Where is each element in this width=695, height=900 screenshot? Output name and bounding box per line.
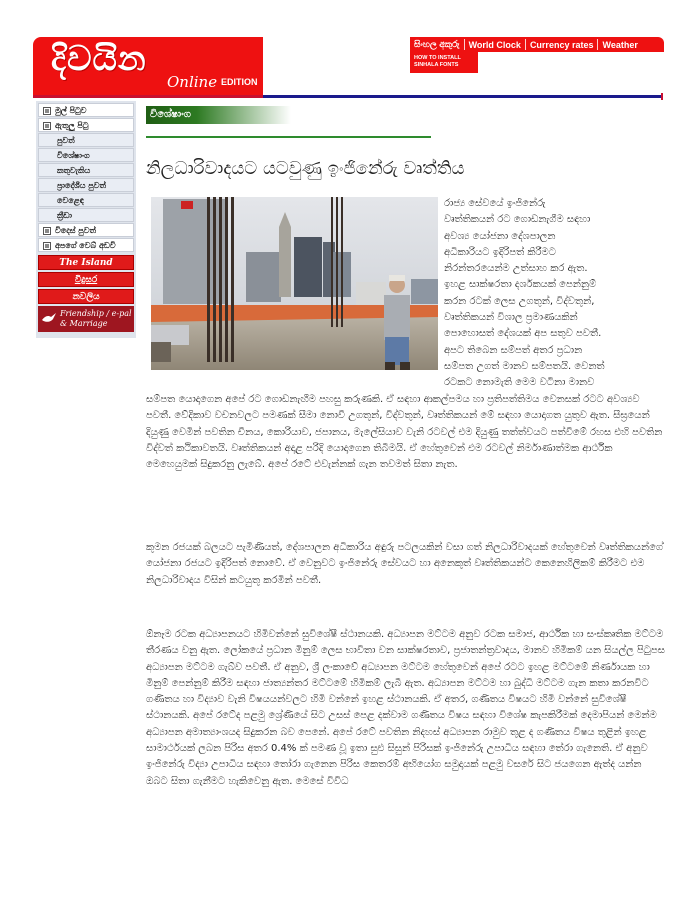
sidebar-item-inner-pages[interactable]: [38, 118, 134, 132]
article-paragraph-2: කුමන රජයක් බලයට පැමිණියත්, දේශපාලන අධිකාරිය අඳුරු පටලයකින් වසා ගත් නිලධාරිවාදයක් හේතුවෙන් වෘත්තිකයන්ගේ යෝජනා රජයට ඉදිරිපත් නොවේ. ඒ වෙනුවට ඉංජිනේරු සේවයට හා අනෙකුත් වෘත්තිකයන්ට කෙනෙහිලිකම් කිරීමට එම නිලධාරිවාදය විසින් කටයුතු කරමින් පවතී.: [146, 542, 664, 586]
intro-line: නිරන්තරයෙන්ම උත්සාහ කර ඇත.: [444, 263, 588, 275]
dove-icon: [41, 312, 57, 324]
intro-line: රාජ්‍ය සේවයේ ඉංජිනේරු: [444, 198, 546, 209]
link-vidusara[interactable]: විදුසර: [38, 272, 134, 287]
nav-weather[interactable]: Weather: [602, 39, 638, 50]
link-the-island[interactable]: The Island: [38, 255, 134, 270]
intro-line: අවශ්‍ය යෝජනා දේශපාලන: [444, 230, 556, 242]
sidebar-item-label: ක්‍රීඩා: [57, 211, 73, 220]
sidebar-item-sports[interactable]: [38, 208, 134, 222]
top-nav: [410, 37, 664, 52]
nav-world-clock[interactable]: World Clock: [468, 39, 521, 50]
link-friendship-marriage[interactable]: [38, 306, 134, 332]
section-label: විශේෂාංග: [146, 106, 291, 124]
expand-box-icon: [43, 107, 51, 115]
nav-separator: [597, 39, 598, 50]
sidebar-item-label: ප්‍රාදේශීය පුවත්: [57, 181, 106, 190]
sidebar-item-our-websites[interactable]: [38, 238, 134, 252]
article-title: නිලධාරිවාදයට යටවුණු ඉංජිනේරු වෘත්තිය: [146, 158, 465, 179]
sidebar-item-provincial-news[interactable]: [38, 178, 134, 192]
sidebar-item-home[interactable]: [38, 103, 134, 117]
expand-box-icon: [43, 227, 51, 235]
sidebar-item-label: විශේෂාංග: [57, 151, 90, 160]
sidebar-item-news[interactable]: [38, 133, 134, 147]
header-divider-accent: [33, 95, 263, 98]
intro-line: අපට තිබෙන සම්පත් අතර ප්‍රධාන: [444, 344, 583, 356]
logo-edition: EDITION: [221, 77, 258, 87]
marriage-label: & Marriage: [60, 319, 108, 328]
sidebar-item-label: අපගේ වෙබ් අඩවි: [55, 241, 116, 250]
article-paragraph-1: සම්පත යොදාගෙන අපේ රට ගොඩනැඟීම පහසු කරුණකි. ඒ සඳහා ආකල්පමය හා ප්‍රතිපත්තිමය වෙනසක් රටට අවශ්‍යව පවතී. වේදිකාව වචනවලට පමණක් සීමා නොවී උගතුන්, විද්වතුන්, වෘත්තිකයන් මේ සඳහා යොදාගත යුතුව ඇත. සීඝ්‍රයෙන් දියුණු වෙමින් පවතින චීනය, කොරියාව, ජපානය, මැලේසියාව වැනි රටවල් එම දියුණු තත්ත්වයට පත්වීමේ රහස එහි පවතින විද්වත් කථිකාවතයි. වෘත්තිකයන් අදාළ පරිදි යොදාගෙන තිබීමයි. ඒ හේතුවෙන් එම රටවල් නිර්මාණාත්මක ආර්ථික මෙහෙයුමක් සිදුකරනු ලැබේ. අපේ රටේ එවැන්නක් ගැන තවමත් සිතා නැත.: [146, 394, 663, 471]
link-navaliya[interactable]: නවලිය: [38, 289, 134, 304]
sidebar-item-label: විදෙස් පුවත්: [55, 226, 96, 235]
logo-text: දිවයින: [51, 39, 147, 79]
intro-line: පොහොසත් දේශයක් අප සතුව පවතී.: [444, 328, 602, 340]
install-line-1: HOW TO INSTALL: [414, 55, 461, 61]
sidebar-menu: [36, 101, 136, 338]
intro-line: වෘත්තිකයන් රට ගොඩනැගීම සඳහා: [444, 214, 591, 226]
sidebar-item-label: ඇතුලු පිටු: [55, 121, 89, 130]
article-intro: [444, 196, 669, 392]
sidebar-item-label: වෙළෙඳ: [57, 196, 84, 205]
article-photo: [151, 197, 438, 370]
sidebar-item-label: පුවත්: [57, 136, 75, 145]
intro-line: අධිකාරියට ඉදිරිපත් කිරීමට: [444, 246, 556, 258]
nav-currency-rates[interactable]: Currency rates: [529, 39, 594, 50]
intro-line: රටකට නොමැති මෙම වටිනා මානව: [444, 377, 595, 389]
nav-sinhala-fonts[interactable]: සිංහල අකුරු: [414, 39, 460, 49]
install-sinhala-fonts-button[interactable]: [410, 52, 478, 73]
friendship-label: Friendship / e-pal: [60, 309, 132, 318]
intro-line: ඉහළ සාක්ෂරතා දර්ශකයක් පෙන්නුම්: [444, 279, 597, 291]
site-logo[interactable]: [33, 37, 263, 95]
article-paragraph-3: ඕනෑම රටක අධ්‍යාපනයට හිමිවන්නේ සුවිශේෂී ස්ථානයකි. අධ්‍යාපන මට්ටම අනුව රටක සමාජ, ආර්ථික හා සංස්කෘතික මට්ටම තීරණය වනු ඇත. ලෝකයේ ප්‍රධාන මිනුම් ලෙස භාවිතා වන සාක්ෂරතාව, ප්‍රජාතන්ත්‍රවාදය, මානව හිමිකම් යන සියල්ල පිටුපස අධ්‍යාපන මට්ටම ගැබ්ව පවතී. ඒ අනුව, ශ්‍රී ලංකාවේ අධ්‍යාපන මට්ටම හේතුවෙන් අපේ රටට ඉහළ මට්ටමේ නිර්ණායක හා මිනුම් පෙන්නුම් කිරීම සඳහා ජාත්‍යන්තර මට්ටමේ හිමිකම් ලැබී ඇත. අධ්‍යාපන මට්ටම හා බුද්ධි මට්ටම ගැන කතා කරනවිට ගණිතය හා විද්‍යාව වැනි විෂයයන්වලට හිමි වන්නේ ඉහළ ස්ථානයකි. ඒ අතර, ගණිතය විෂයට හිමි වන්නේ සුවිශේෂී ස්ථානයකි. අපේ රටේද පළමු ශ්‍රේණියේ සිට උසස් පෙළ දක්වාම ගණිතය විෂය සඳහා විශේෂ කැපකිරීමක් දෙමාපියන් මෙන්ම අධ්‍යාපන අමාත්‍යාංශයද සිදුකරන බව පෙනේ. අපේ රටේ පවතින නිදහස් අධ්‍යාපන රාමුව තුළ ද ගණිතය විෂය තුළින් ඉහළ සාමාර්ථයක් ලබන පිරිස අතර 0.4% ක් පමණ වූ ඉතා සුළු සිසුන් පිරිසක් ඉංජිනේරු උපාධිය සඳහා තේරා ගැනෙති. ඒ අනුව ඉංජිනේරු විද්‍යා උපාධිය සඳහා තෝරා ගැනෙන පිරිස කෙතරම් අභියෝග සමුදායක් පළමු වසරේ සිට ජයගෙන ඇත්ද යන්න ඔබට සිතා ගැනීමට හැකිවෙනු ඇත. මෙසේ විවිධ: [146, 629, 665, 787]
header-divider-end: [661, 93, 663, 100]
nav-separator: [525, 39, 526, 50]
sidebar-item-business[interactable]: [38, 193, 134, 207]
intro-line: වෘත්තිකයන් විශාල ප්‍රමාණයකින්: [444, 312, 578, 324]
sidebar-item-label: මුල් පිටුව: [55, 106, 87, 115]
sidebar-item-features[interactable]: [38, 148, 134, 162]
intro-line: සම්පත උගත් මානව සම්පතයි. වෙනත්: [444, 360, 605, 372]
install-line-2: SINHALA FONTS: [414, 62, 459, 68]
sidebar-item-label: කතුවැකිය: [57, 166, 91, 175]
construction-photo-icon: [151, 197, 438, 370]
nav-separator: [464, 39, 465, 50]
sidebar-item-foreign-news[interactable]: [38, 223, 134, 237]
section-divider: [146, 136, 431, 138]
expand-box-icon: [43, 122, 51, 130]
intro-line: කරන රටක් ලෙස උගතුන්, විද්වතුන්,: [444, 295, 595, 307]
sidebar-item-editorial[interactable]: [38, 163, 134, 177]
expand-box-icon: [43, 242, 51, 250]
logo-online: Online: [167, 73, 218, 91]
